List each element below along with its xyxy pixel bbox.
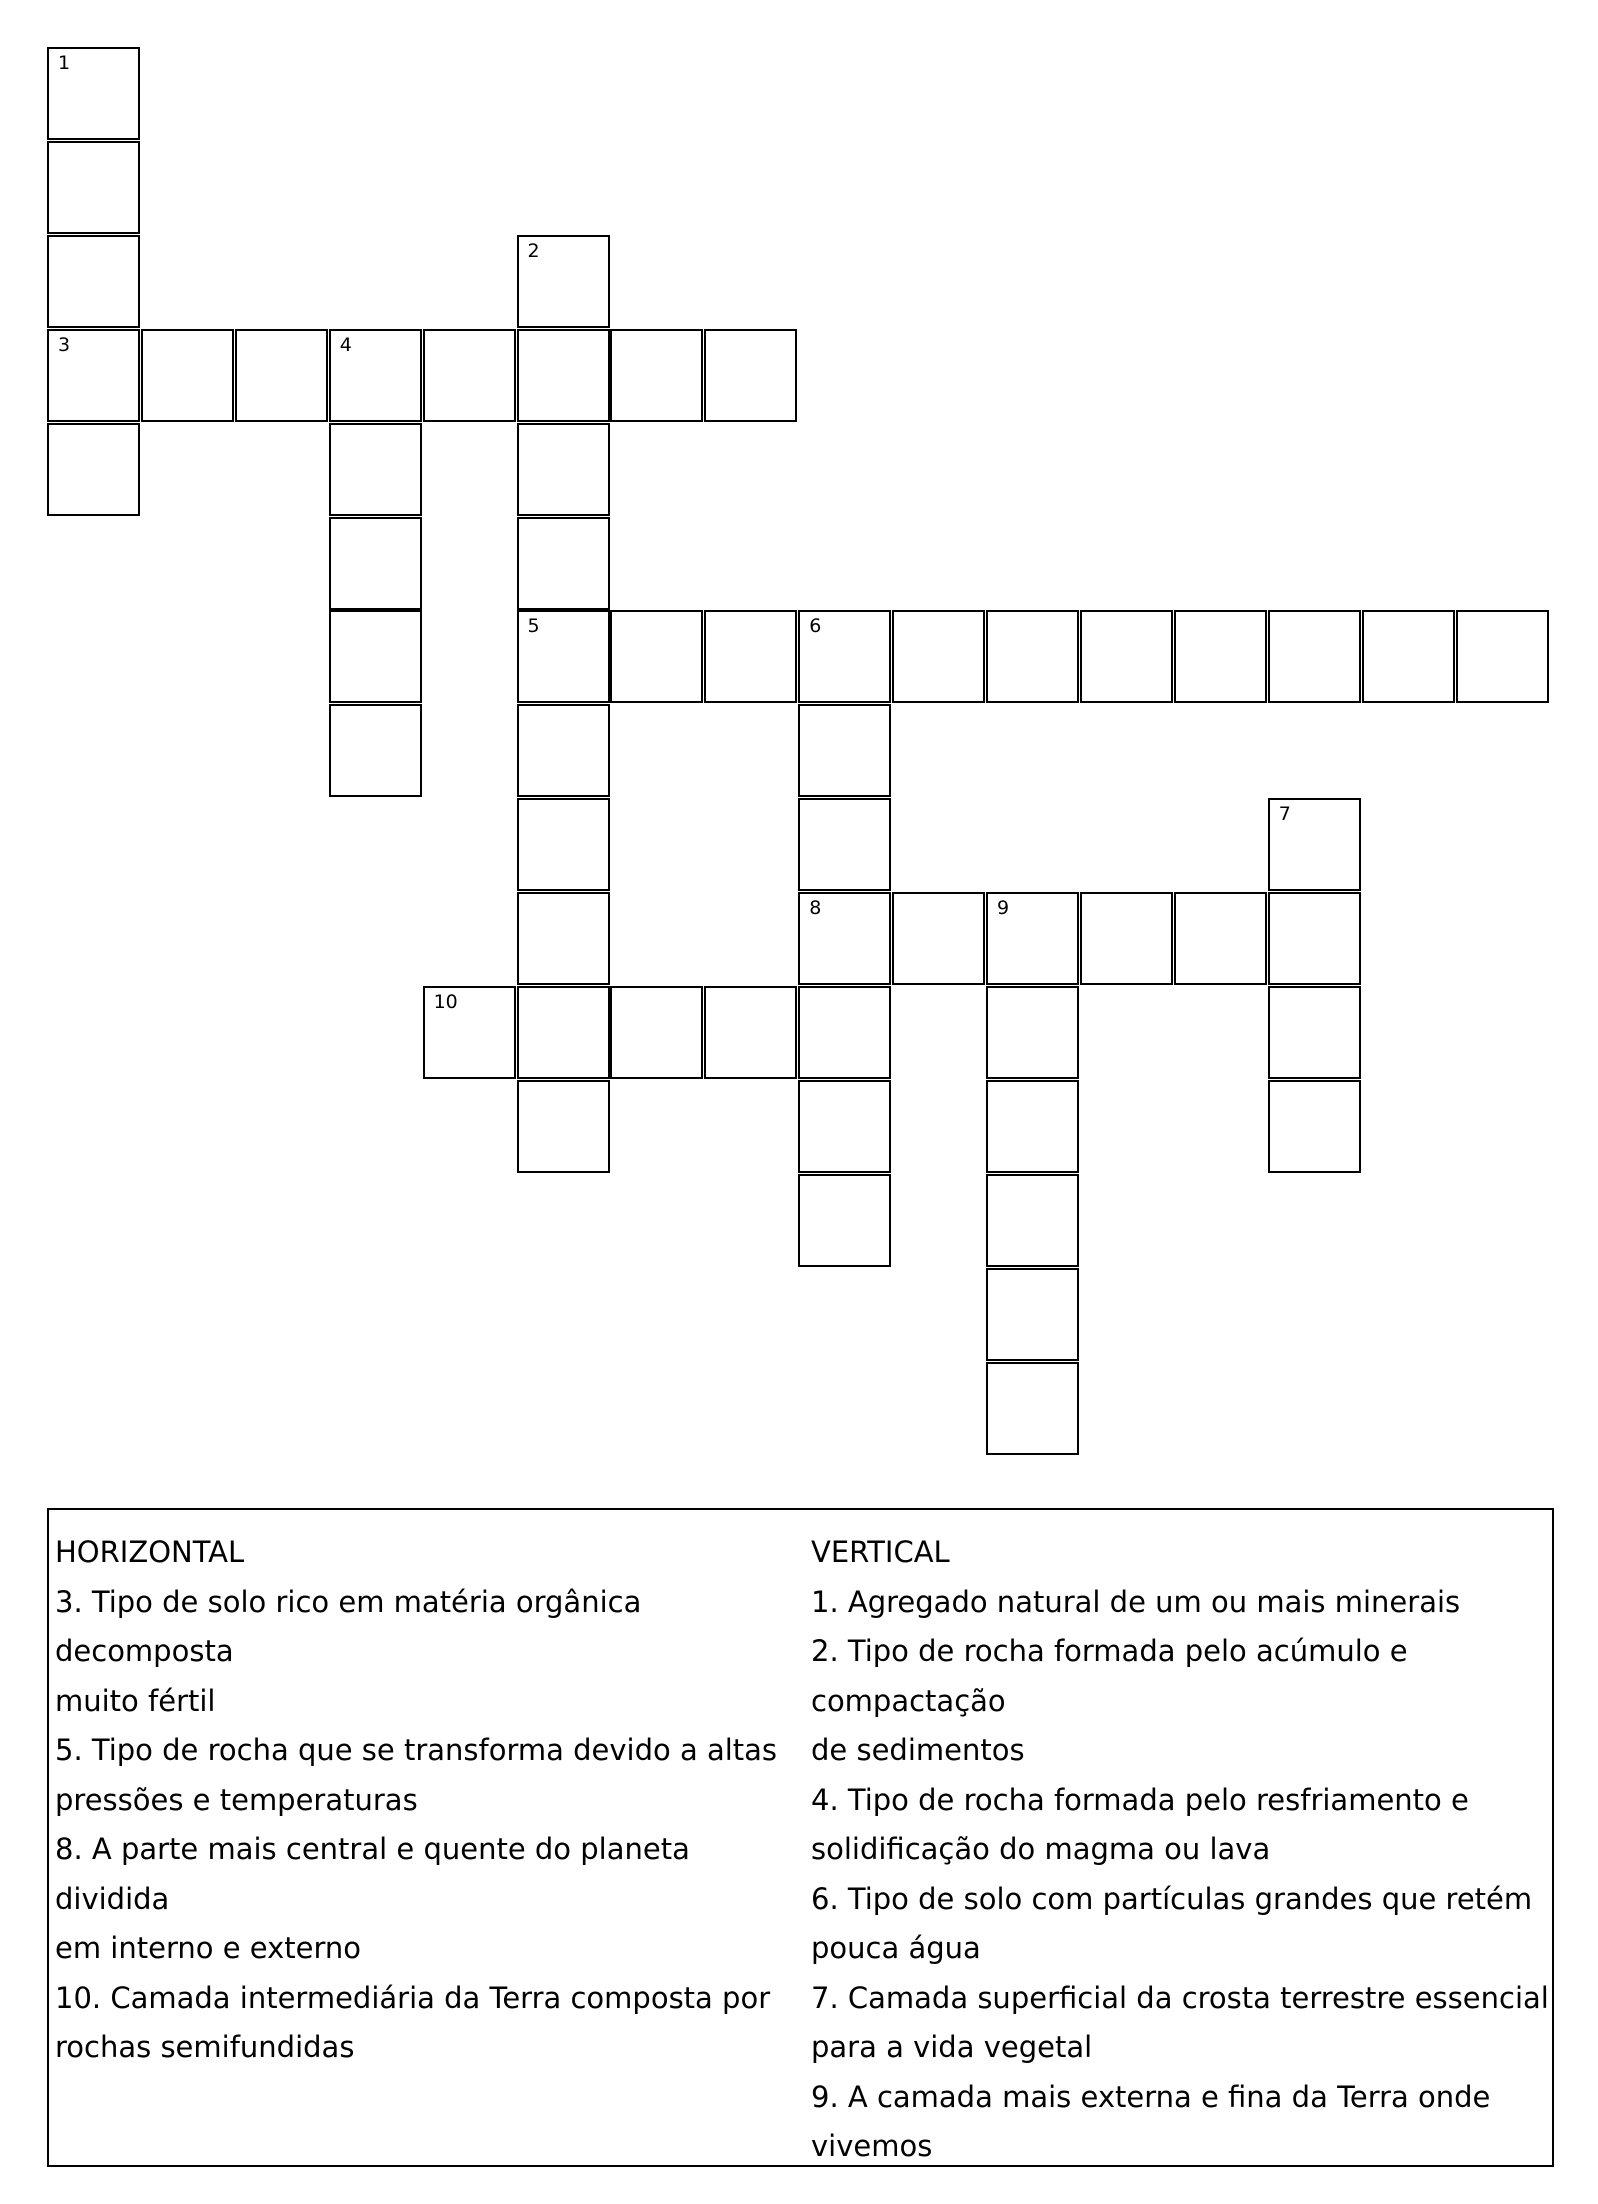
crossword-cell[interactable] <box>1362 610 1455 703</box>
clue-number: 2 <box>527 239 540 262</box>
crossword-cell[interactable] <box>798 892 891 985</box>
crossword-cell[interactable] <box>798 986 891 1079</box>
crossword-cell[interactable] <box>517 517 610 610</box>
crossword-cell[interactable] <box>517 892 610 985</box>
clues-box <box>47 1508 1554 2167</box>
crossword-cell[interactable] <box>1174 892 1267 985</box>
vertical-clue-line: 7. Camada superficial da crosta terrestre essencial <box>811 1980 1549 2015</box>
crossword-cell[interactable] <box>235 329 328 422</box>
vertical-clue-line: 4. Tipo de rocha formada pelo resfriamento e <box>811 1782 1469 1817</box>
horizontal-clue-line: 8. A parte mais central e quente do planeta dividida <box>55 1832 690 1916</box>
horizontal-clue-line: 10. Camada intermediária da Terra composta por <box>55 1980 771 2015</box>
crossword-cell[interactable] <box>1080 610 1173 703</box>
crossword-cell[interactable] <box>1268 986 1361 1079</box>
vertical-clue-line: para a vida vegetal <box>811 2030 1093 2064</box>
vertical-heading: VERTICAL <box>811 1535 950 1569</box>
crossword-cell[interactable] <box>517 329 610 422</box>
horizontal-clue-line: em interno e externo <box>55 1931 362 1965</box>
clue-number: 5 <box>527 615 540 638</box>
crossword-cell[interactable] <box>47 329 140 422</box>
clue-number: 7 <box>1278 803 1291 826</box>
crossword-cell[interactable] <box>704 610 797 703</box>
clue-number: 6 <box>809 615 822 638</box>
vertical-clue-line: vivemos <box>811 2129 933 2163</box>
crossword-cell[interactable] <box>610 986 703 1079</box>
crossword-cell[interactable] <box>517 1080 610 1173</box>
crossword-cell[interactable] <box>517 235 610 328</box>
crossword-cell[interactable] <box>798 1174 891 1267</box>
crossword-cell[interactable] <box>423 329 516 422</box>
crossword-cell[interactable] <box>610 329 703 422</box>
horizontal-clue-line: 5. Tipo de rocha que se transforma devido a altas <box>55 1733 778 1767</box>
clue-number: 10 <box>433 991 458 1013</box>
crossword-cell[interactable] <box>47 423 140 516</box>
crossword-cell[interactable] <box>986 1362 1079 1455</box>
crossword-cell[interactable] <box>329 704 422 797</box>
crossword-cell[interactable] <box>986 986 1079 1079</box>
crossword-cell[interactable] <box>892 610 985 703</box>
clue-number: 9 <box>997 897 1010 920</box>
crossword-cell[interactable] <box>329 423 422 516</box>
clue-number: 4 <box>339 333 352 356</box>
crossword-cell[interactable] <box>423 986 516 1079</box>
crossword-cell[interactable] <box>798 704 891 797</box>
crossword-cell[interactable] <box>1268 892 1361 985</box>
vertical-clue-line: 6. Tipo de solo com partículas grandes que retém <box>811 1881 1533 1916</box>
crossword-cell[interactable] <box>329 329 422 422</box>
crossword-cell[interactable] <box>141 329 234 422</box>
crossword-cell[interactable] <box>1268 798 1361 891</box>
crossword-cell[interactable] <box>329 610 422 703</box>
horizontal-clue-line: rochas semifundidas <box>55 2030 355 2064</box>
crossword-cell[interactable] <box>798 610 891 703</box>
crossword-cell[interactable] <box>47 47 140 140</box>
crossword-cell[interactable] <box>1080 892 1173 985</box>
crossword-cell[interactable] <box>1456 610 1549 703</box>
crossword-cell[interactable] <box>517 704 610 797</box>
vertical-clues <box>811 1528 1551 2172</box>
horizontal-heading: HORIZONTAL <box>55 1535 245 1569</box>
crossword-cell[interactable] <box>610 610 703 703</box>
vertical-clue-line: 2. Tipo de rocha formada pelo acúmulo e compactação <box>811 1634 1408 1718</box>
crossword-cell[interactable] <box>704 329 797 422</box>
crossword-cell[interactable] <box>329 517 422 610</box>
clue-number: 8 <box>809 897 822 920</box>
crossword-cell[interactable] <box>798 1080 891 1173</box>
horizontal-clues <box>55 1528 800 2073</box>
horizontal-clue-line: 3. Tipo de solo rico em matéria orgânica decomposta <box>55 1584 642 1668</box>
crossword-cell[interactable] <box>1268 610 1361 703</box>
horizontal-clue-line: pressões e temperaturas <box>55 1782 418 1817</box>
crossword-cell[interactable] <box>704 986 797 1079</box>
crossword-cell[interactable] <box>986 892 1079 985</box>
crossword-cell[interactable] <box>986 610 1079 703</box>
crossword-cell[interactable] <box>986 1080 1079 1173</box>
vertical-clue-line: 9. A camada mais externa e fina da Terra onde <box>811 2079 1491 2114</box>
crossword-cell[interactable] <box>47 235 140 328</box>
crossword-cell[interactable] <box>1174 610 1267 703</box>
crossword-cell[interactable] <box>517 798 610 891</box>
vertical-clue-line: pouca água <box>811 1931 981 1965</box>
crossword-cell[interactable] <box>47 141 140 234</box>
horizontal-clue-line: muito fértil <box>55 1683 216 1718</box>
vertical-clue-line: de sedimentos <box>811 1733 1025 1767</box>
crossword-cell[interactable] <box>517 986 610 1079</box>
crossword-cell[interactable] <box>798 798 891 891</box>
crossword-cell[interactable] <box>517 423 610 516</box>
crossword-cell[interactable] <box>986 1268 1079 1361</box>
vertical-clue-line: solidificação do magma ou lava <box>811 1832 1271 1866</box>
crossword-cell[interactable] <box>892 892 985 985</box>
crossword-cell[interactable] <box>986 1174 1079 1267</box>
crossword-cell[interactable] <box>517 610 610 703</box>
vertical-clue-line: 1. Agregado natural de um ou mais minerais <box>811 1584 1461 1619</box>
crossword-cell[interactable] <box>1268 1080 1361 1173</box>
clue-number: 1 <box>58 52 71 74</box>
clue-number: 3 <box>58 333 71 356</box>
